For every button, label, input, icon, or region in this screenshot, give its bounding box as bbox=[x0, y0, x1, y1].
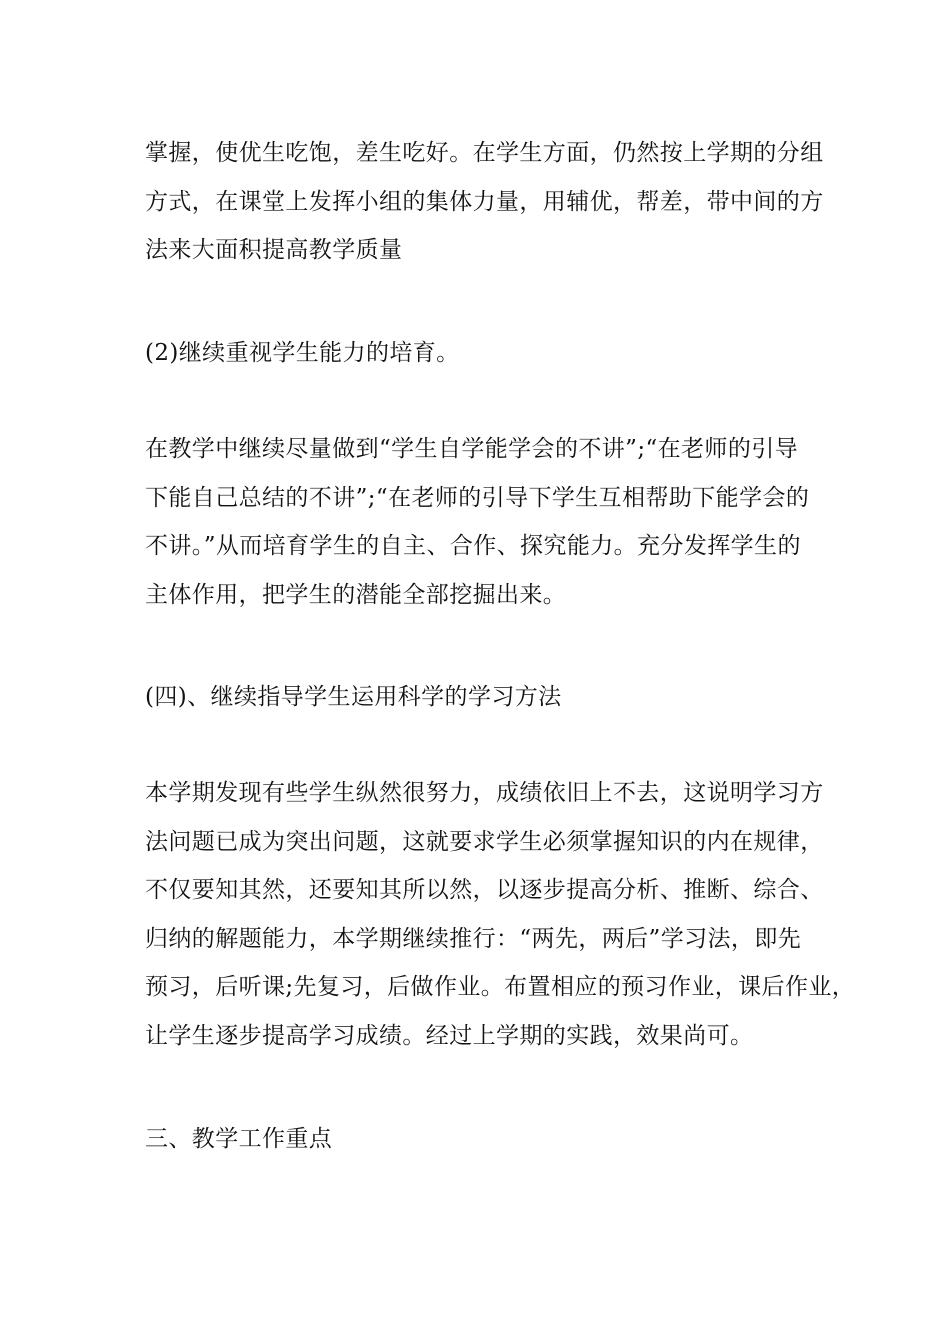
text-line: 预习，后听课;先复习，后做作业。布置相应的预习作业，课后作业， bbox=[145, 974, 856, 1000]
section-heading-study-methods bbox=[145, 673, 825, 722]
text-line: (2)继续重视学生能力的培育。 bbox=[145, 340, 460, 366]
section-heading-ability bbox=[145, 329, 825, 378]
paragraph-grouping-method bbox=[145, 129, 825, 275]
text-line: 方式，在课堂上发挥小组的集体力量，用辅优，帮差，带中间的方 bbox=[145, 188, 824, 215]
text-line: 不仅要知其然，还要知其所以然，以逐步提高分析、推断、综合、 bbox=[145, 877, 824, 903]
text-line: 三、教学工作重点 bbox=[145, 1126, 333, 1152]
text-line: 掌握，使优生吃饱，差生吃好。在学生方面，仍然按上学期的分组 bbox=[145, 140, 824, 166]
text-line: (四)、继续指导学生运用科学的学习方法 bbox=[145, 684, 562, 710]
text-line: 在教学中继续尽量做到“学生自学能学会的不讲”;“在老师的引导 bbox=[145, 436, 799, 462]
text-line: 归纳的解题能力，本学期继续推行：“两先，两后”学习法，即先 bbox=[145, 925, 802, 952]
section-heading-teaching-focus bbox=[145, 1115, 825, 1164]
text-line: 主体作用，把学生的潜能全部挖掘出来。 bbox=[145, 581, 567, 608]
text-line: 法来大面积提高教学质量 bbox=[145, 237, 403, 263]
text-line: 法问题已成为突出问题，这就要求学生必须掌握知识的内在规律， bbox=[145, 828, 824, 855]
text-line: 让学生逐步提高学习成绩。经过上学期的实践，效果尚可。 bbox=[145, 1022, 754, 1049]
text-line: 本学期发现有些学生纵然很努力，成绩依旧上不去，这说明学习方 bbox=[145, 780, 824, 806]
text-line: 不讲。”从而培育学生的自主、合作、探究能力。充分发挥学生的 bbox=[145, 533, 801, 559]
paragraph-ability-cultivation bbox=[145, 425, 825, 619]
text-line: 下能自己总结的不讲”;“在老师的引导下学生互相帮助下能学会的 bbox=[145, 484, 810, 511]
paragraph-study-methods bbox=[145, 769, 856, 1060]
